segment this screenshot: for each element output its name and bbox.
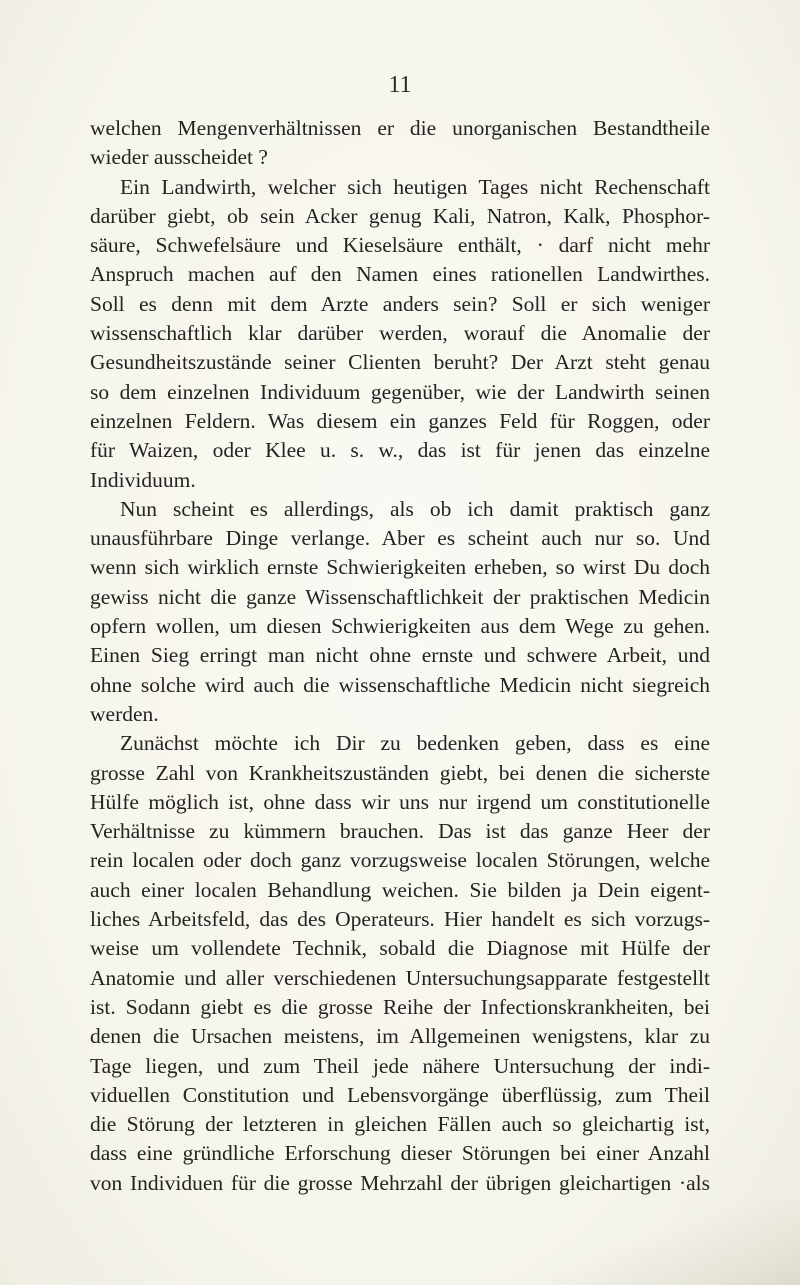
text-line: grosse Zahl von Krankheitszuständen giebt, bei denen die sicherste xyxy=(90,760,710,785)
text-line: werden. xyxy=(90,701,159,726)
text-line: Verhältnisse zu kümmern brauchen. Das ist das ganze Heer der xyxy=(90,819,710,844)
text-line: Nun scheint es allerdings, als ob ich damit praktisch ganz xyxy=(120,496,710,521)
text-line: weise um vollendete Technik, sobald die Diagnose mit Hülfe der xyxy=(90,936,710,961)
text-line: wenn sich wirklich ernste Schwierigkeiten erheben, so wirst Du doch xyxy=(90,555,710,580)
text-line: dass eine gründliche Erforschung dieser Störungen bei einer Anzahl xyxy=(90,1141,710,1166)
text-line: Soll es denn mit dem Arzte anders sein? Soll er sich weniger xyxy=(90,291,710,316)
text-line: so dem einzelnen Individuum gegenüber, wie der Landwirth seinen xyxy=(90,379,710,404)
body-text xyxy=(90,114,710,1198)
text-line: opfern wollen, um diesen Schwierigkeiten aus dem Wege zu gehen. xyxy=(90,614,710,639)
text-line: Ein Landwirth, welcher sich heutigen Tages nicht Rechenschaft xyxy=(120,174,710,199)
text-line: Anspruch machen auf den Namen eines rationellen Landwirthes. xyxy=(90,262,710,287)
text-line: Tage liegen, und zum Theil jede nähere Untersuchung der indi- xyxy=(90,1053,710,1078)
text-line: ohne solche wird auch die wissenschaftliche Medicin nicht siegreich xyxy=(90,672,710,697)
text-line: einzelnen Feldern. Was diesem ein ganzes Feld für Roggen, oder xyxy=(90,408,710,433)
text-line: unausführbare Dinge verlange. Aber es scheint auch nur so. Und xyxy=(90,526,710,551)
text-line: Einen Sieg erringt man nicht ohne ernste und schwere Arbeit, und xyxy=(90,643,710,668)
text-line: liches Arbeitsfeld, das des Operateurs. Hier handelt es sich vorzugs- xyxy=(90,907,710,932)
text-line: von Individuen für die grosse Mehrzahl der übrigen gleichartigen ·als xyxy=(90,1170,710,1195)
text-line: Anatomie und aller verschiedenen Untersuchungsapparate festgestellt xyxy=(90,965,710,990)
text-line: die Störung der letzteren in gleichen Fällen auch so gleichartig ist, xyxy=(90,1112,710,1137)
text-line: rein localen oder doch ganz vorzugsweise localen Störungen, welche xyxy=(90,848,710,873)
text-line: Individuum. xyxy=(90,467,196,492)
text-line: für Waizen, oder Klee u. s. w., das ist für jenen das einzelne xyxy=(90,438,710,463)
text-line: Gesundheitszustände seiner Clienten beruht? Der Arzt steht genau xyxy=(90,350,710,375)
text-line: viduellen Constitution und Lebensvorgänge überflüssig, zum Theil xyxy=(90,1082,710,1107)
text-line: Zunächst möchte ich Dir zu bedenken geben, dass es eine xyxy=(120,731,710,756)
text-line: darüber giebt, ob sein Acker genug Kali, Natron, Kalk, Phosphor- xyxy=(90,203,710,228)
text-line: Hülfe möglich ist, ohne dass wir uns nur irgend um constitutionelle xyxy=(90,789,710,814)
text-line: wissenschaftlich klar darüber werden, worauf die Anomalie der xyxy=(90,321,710,346)
text-line: ist. Sodann giebt es die grosse Reihe der Infectionskrankheiten, bei xyxy=(90,994,710,1019)
text-line: säure, Schwefelsäure und Kieselsäure enthält, · darf nicht mehr xyxy=(90,233,710,258)
text-line: wieder ausscheidet ? xyxy=(90,145,268,170)
paper-shadow xyxy=(540,1200,800,1285)
text-line: welchen Mengenverhältnissen er die unorganischen Bestandtheile xyxy=(90,116,710,140)
page-number: 11 xyxy=(388,72,412,98)
text-line: gewiss nicht die ganze Wissenschaftlichkeit der praktischen Medicin xyxy=(90,584,710,609)
text-line: denen die Ursachen meistens, im Allgemeinen wenigstens, klar zu xyxy=(90,1024,710,1049)
text-line: auch einer localen Behandlung weichen. Sie bilden ja Dein eigent- xyxy=(90,877,710,902)
